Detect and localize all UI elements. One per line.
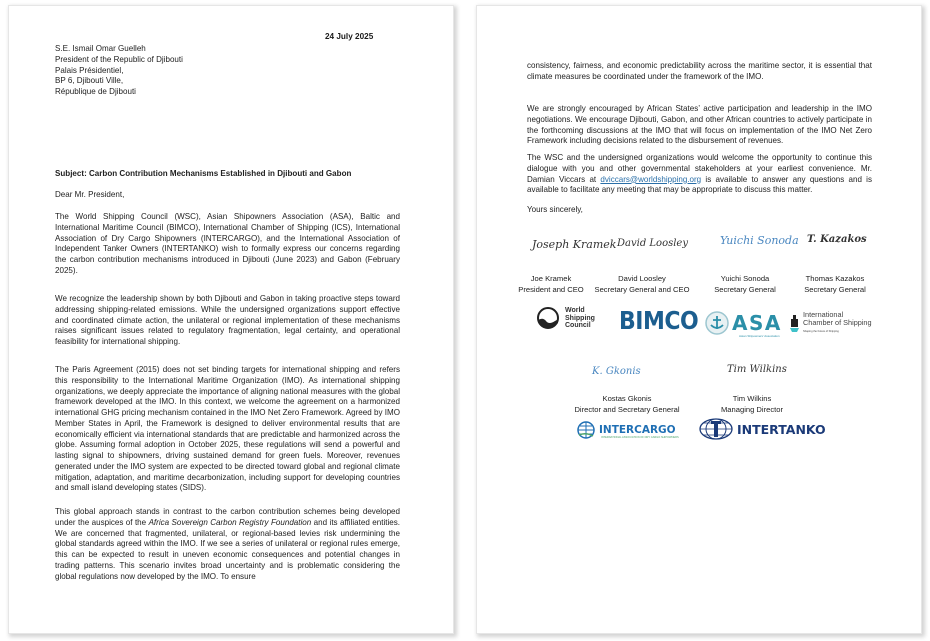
- asa-subtitle: Asian Shipowners' Association: [739, 334, 780, 338]
- signer-thomas-kazakos: [790, 273, 880, 295]
- paragraph-1: The World Shipping Council (WSC), Asian Shipowners Association (ASA), Baltic and International Maritime Council (BIMCO), International Chamber of Shipping (ICS), International Association of Dry Cargo Shipowners (INTERCARGO), and the International Association of Independent Tanker Owners (INTERTANKO) wish to formally express our concerns regarding the carbon contribution mechanisms introduced in Djibouti (June 2023) and Gabon (February 2025).: [55, 212, 400, 275]
- ics-ship-icon: [790, 315, 799, 333]
- wsc-word-1: World: [565, 307, 585, 314]
- signer-name: David Loosley: [618, 274, 666, 283]
- letter-closing: Yours sincerely,: [527, 205, 583, 214]
- signer-title: Secretary General: [804, 285, 866, 294]
- signer-david-loosley: [587, 273, 697, 295]
- signer-title: Secretary General: [714, 285, 776, 294]
- signer-name: Yuichi Sonoda: [720, 274, 770, 283]
- signer-title: Managing Director: [720, 405, 784, 414]
- paragraph-4-text-b: and its affiliated entities. We are concerned that fragmented, unilateral, or regional-based levies risk undermining the global standards agreed within the IMO. If we see a series of unilateral or regional rules emerge, this can be expected to result in uneven economic consequences and potential changes in trading patterns. This scenario invites broad uncertainty and is problematic considering the global regulations now developed by the IMO. To ensure: [55, 517, 400, 581]
- intercargo-logo: [577, 420, 679, 440]
- letter-date: 24 July 2025: [325, 32, 374, 41]
- signature-thomas-kazakos: T. Kazakos: [807, 234, 867, 245]
- signature-kostas-gkonis: K. Gkonis: [592, 366, 641, 377]
- letter-salutation: Dear Mr. President,: [55, 190, 125, 199]
- foundation-name: Africa Sovereign Carbon Registry Foundation: [148, 517, 312, 527]
- asa-wordmark: ASA: [732, 311, 782, 335]
- wsc-wordmark: [565, 307, 595, 330]
- wsc-emblem-icon: [535, 307, 561, 329]
- ics-logo: [790, 311, 872, 337]
- wsc-word-3: Council: [565, 322, 591, 330]
- contact-email-link[interactable]: dviccars@worldshipping.org: [600, 174, 702, 184]
- paragraph-3: The Paris Agreement (2015) does not set binding targets for international shipping and refers this responsibility to the International Maritime Organization (IMO). As international shipping organizations, we deeply appreciate the importance of aligning national measures with the global framework developed at the IMO. In this context, we welcome the agreement on a harmonized international GHG pricing mechanism contained in the IMO Net Zero Framework. Agreed by IMO Member States in April, the Framework is designed to deliver environmental results that are economically efficient via international standards that are predictable and harmonized across the globe. Assuming formal adoption in October 2025, these regulations will send a powerful and lasting signal to shipowners, driving sustained demand for green fuels. Moreover, revenues generated under the IMO system are expected to be directed toward global and regional climate mitigation, adaptation, and maritime decarbonization, including support for developing countries and small island developing states (SIDS).: [55, 365, 400, 493]
- recipient-address-line-3: République de Djibouti: [55, 87, 136, 96]
- signer-yuichi-sonoda: [700, 273, 790, 295]
- wsc-word-2: Shipping: [565, 314, 595, 322]
- ics-tagline: Shaping the Future of Shipping: [803, 330, 839, 334]
- intertanko-wordmark: INTERTANKO: [737, 421, 826, 437]
- intercargo-wordmark: INTERCARGO: [599, 424, 676, 436]
- signer-title: Director and Secretary General: [574, 405, 680, 414]
- signer-name: Joe Kramek: [530, 274, 572, 283]
- signer-tim-wilkins: [702, 393, 802, 415]
- paragraph-2: We recognize the leadership shown by both Djibouti and Gabon in taking proactive steps toward addressing shipping-related emissions. While the undersigned organizations support effective and coordinated climate action, the unilateral or regional implementation of these mechanisms raises significant issues related to regulatory fragmentation, legal certainty, and operational feasibility for international shipping.: [55, 294, 400, 346]
- signer-name: Kostas Gkonis: [602, 394, 652, 403]
- intertanko-logo: [699, 418, 826, 440]
- bimco-logo: [619, 306, 698, 336]
- bimco-wordmark: BIMCO: [619, 306, 699, 336]
- ics-word-1: International: [803, 310, 844, 319]
- intertanko-globe-icon: [699, 418, 733, 440]
- asa-logo: [705, 308, 782, 338]
- paragraph-6: [527, 153, 872, 196]
- asa-anchor-emblem-icon: [705, 311, 729, 335]
- paragraph-6-text-b: is available to answer any questions and is available to facilitate any meeting that may be appropriate to discuss this matter.: [527, 174, 872, 195]
- signer-kostas-gkonis: [557, 393, 697, 415]
- paragraph-4: [55, 507, 400, 582]
- signature-yuichi-sonoda: Yuichi Sonoda: [720, 234, 799, 247]
- signature-joe-kramek: Joseph Kramek: [532, 238, 617, 251]
- signer-joe-kramek: [511, 273, 591, 295]
- intercargo-globe-icon: [577, 421, 595, 439]
- paragraph-4-text-a: This global approach stands in contrast to the carbon contribution schemes being developed under the auspices of the: [55, 507, 400, 527]
- signer-name: Thomas Kazakos: [805, 274, 865, 283]
- signer-title: Secretary General and CEO: [594, 285, 690, 294]
- signer-title: President and CEO: [518, 285, 584, 294]
- recipient-address-line-1: Palais Présidentiel,: [55, 65, 124, 75]
- signature-tim-wilkins: Tim Wilkins: [727, 364, 787, 375]
- paragraph-4-continued: consistency, fairness, and economic predictability across the maritime sector, it is essential that climate measures be coordinated under the framework of the IMO.: [527, 61, 872, 81]
- recipient-address-line-2: BP 6, Djibouti Ville,: [55, 76, 124, 86]
- signer-name: Tim Wilkins: [732, 394, 772, 403]
- letter-page-2: [477, 6, 921, 633]
- letter-subject: Subject: Carbon Contribution Mechanisms Established in Djibouti and Gabon: [55, 169, 352, 178]
- ics-word-2: Chamber of Shipping: [803, 318, 872, 328]
- ics-wordmark: [803, 311, 872, 337]
- recipient-name: S.E. Ismail Omar Guelleh: [55, 44, 146, 53]
- paragraph-6-text-a: The WSC and the undersigned organizations would welcome the opportunity to continue this dialogue with you and other governmental stakeholders at your earliest convenience. Mr. Damian Viccars at: [527, 153, 872, 184]
- signature-david-loosley: David Loosley: [617, 238, 688, 249]
- letter-page-1: [9, 6, 453, 633]
- wsc-logo: [535, 307, 595, 330]
- intercargo-subtitle: INTERNATIONAL ASSOCIATION OF DRY CARGO SHIPOWNERS: [601, 436, 679, 439]
- recipient-title: President of the Republic of Djibouti: [55, 54, 183, 64]
- recipient-address: [55, 44, 355, 98]
- paragraph-5: We are strongly encouraged by African States’ active participation and leadership in the IMO negotiations. We encourage Djibouti, Gabon, and other African countries to actively participate in the forthcoming discussions at the IMO that will focus on implementation of the IMO Net Zero Framework including decisions related to the disbursement of revenues.: [527, 104, 872, 146]
